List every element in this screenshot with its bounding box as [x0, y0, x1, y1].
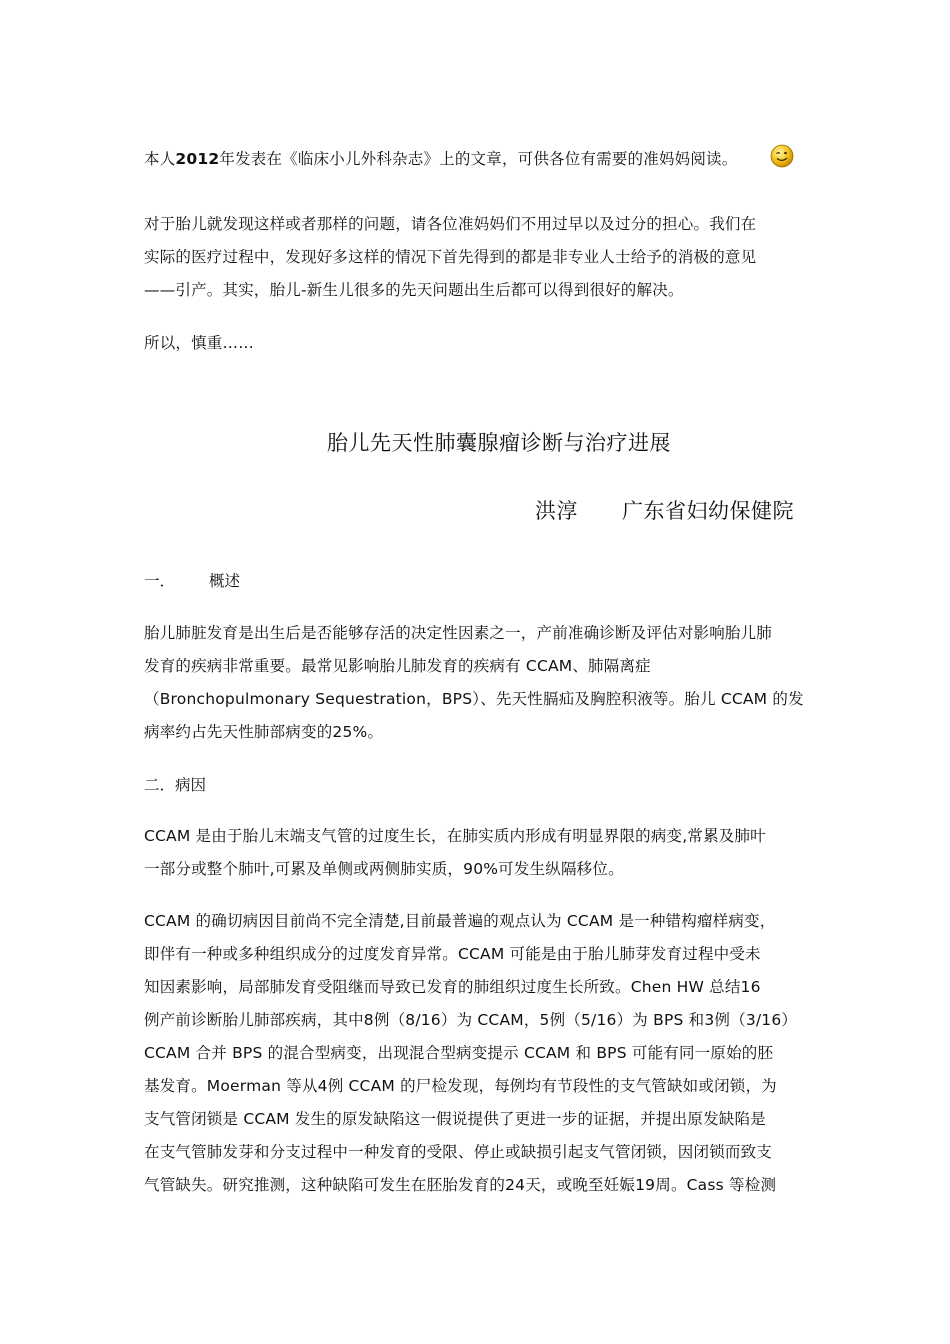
text-line: 对于胎儿就发现这样或者那样的问题，请各位准妈妈们不用过早以及过分的担心。我们在	[144, 215, 757, 233]
text-line: （Bronchopulmonary Sequestration，BPS）、先天性膈疝及胸腔积液等。胎儿 CCAM 的发	[144, 690, 804, 708]
text-line: 支气管闭锁是 CCAM 发生的原发缺陷这一假说提供了更进一步的证据，并提出原发缺陷是	[144, 1110, 766, 1128]
text-line: 病率约占先天性肺部病变的25%。	[144, 723, 384, 741]
text-line: 实际的医疗过程中，发现好多这样的情况下首先得到的都是非专业人士给予的消极的意见	[144, 248, 757, 266]
author-institution: 广东省妇幼保健院	[622, 499, 794, 523]
section-2-heading: 二．病因	[144, 776, 207, 794]
section-1-number: 一．	[144, 572, 176, 590]
text-line: ——引产。其实，胎儿-新生儿很多的先天问题出生后都可以得到很好的解决。	[144, 281, 684, 299]
section-1-paragraph	[144, 617, 810, 749]
intro-paragraph-3	[144, 327, 810, 360]
text-line: 一部分或整个肺叶,可累及单侧或两侧肺实质，90%可发生纵隔移位。	[144, 860, 624, 878]
article-title: 胎儿先天性肺囊腺瘤诊断与治疗进展	[327, 431, 671, 455]
text-line: CCAM 合并 BPS 的混合型病变，出现混合型病变提示 CCAM 和 BPS 可能有同一原始的胚	[144, 1044, 774, 1062]
text-line: 所以，慎重……	[144, 334, 254, 352]
intro-line-1	[144, 144, 737, 174]
article-author-line	[535, 494, 794, 528]
smiley-face-icon	[770, 144, 794, 168]
text-line: CCAM 的确切病因目前尚不完全清楚,目前最普遍的观点认为 CCAM 是一种错构瘤样病变，	[144, 912, 776, 930]
text-line: 气管缺失。研究推测，这种缺陷可发生在胚胎发育的24天，或晚至妊娠19周。Cass 等检测	[144, 1176, 777, 1194]
text-line: 在支气管肺发芽和分支过程中一种发育的受限、停止或缺损引起支气管闭锁，因闭锁而致支	[144, 1143, 773, 1161]
section-1-heading	[144, 566, 240, 596]
text-line: 即伴有一种或多种组织成分的过度发育异常。CCAM 可能是由于胎儿肺芽发育过程中受未	[144, 945, 761, 963]
section-2-paragraph-1	[144, 820, 810, 886]
text-line: 胎儿肺脏发育是出生后是否能够存活的决定性因素之一，产前准确诊断及评估对影响胎儿肺	[144, 624, 773, 642]
text-line: 发育的疾病非常重要。最常见影响胎儿肺发育的疾病有 CCAM、肺隔离症	[144, 657, 651, 675]
author-name: 洪淳	[535, 499, 578, 523]
intro-year: 2012	[175, 150, 220, 168]
text-line: 基发育。Moerman 等从4例 CCAM 的尸检发现，每例均有节段性的支气管缺如或闭锁，为	[144, 1077, 777, 1095]
intro-paragraph-2	[144, 208, 810, 307]
intro-suffix: 年发表在《临床小儿外科杂志》上的文章，可供各位有需要的准妈妈阅读。	[219, 150, 738, 168]
section-2-paragraph-2	[144, 905, 810, 1202]
section-1-title: 概述	[209, 572, 241, 590]
text-line: 例产前诊断胎儿肺部疾病，其中8例（8/16）为 CCAM，5例（5/16）为 BPS 和3例（3/16）	[144, 1011, 798, 1029]
text-line: CCAM 是由于胎儿末端支气管的过度生长，在肺实质内形成有明显界限的病变,常累及肺叶	[144, 827, 766, 845]
intro-prefix: 本人	[144, 150, 176, 168]
text-line: 知因素影响，局部肺发育受阻继而导致已发育的肺组织过度生长所致。Chen HW 总结16	[144, 978, 761, 996]
